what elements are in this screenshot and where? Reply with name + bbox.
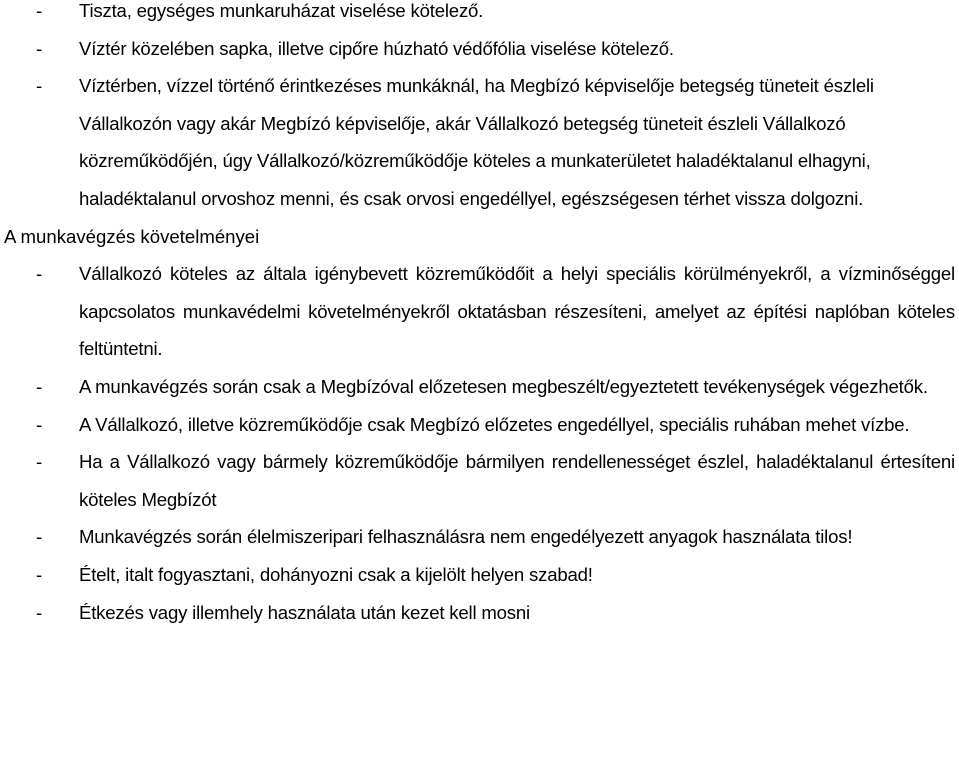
bullet-dash: -	[36, 563, 42, 585]
list-item-text: Víztérben, vízzel történő érintkezéses munkáknál, ha Megbízó képviselője betegség tüneteit észleli Vállalkozón vagy akár Megbízó képviselője, akár Vállalkozó betegség tüneteit észleli Vállalkozó közreműködőjén, úgy Vállalkozó/közreműködője köteles a munkaterületet haladéktalanul elhagyni, haladéktalanul orvoshoz menni, és csak orvosi engedéllyel, egészségesen térhet vissza dolgozni.	[79, 75, 874, 209]
bullet-dash: -	[36, 451, 42, 473]
list-item	[0, 556, 959, 594]
list-item-text: Munkavégzés során élelmiszeripari felhasználásra nem engedélyezett anyagok használata tilos!	[79, 526, 853, 548]
list-item-text: Étkezés vagy illemhely használata után kezet kell mosni	[79, 601, 530, 623]
bullet-dash: -	[36, 37, 42, 59]
list-item	[0, 406, 959, 444]
list-item	[0, 0, 959, 30]
list-item-text: Vállalkozó köteles az általa igénybevett közreműködőit a helyi speciális körülményekről, a vízminőséggel kapcsolatos munkavédelmi követelményekről oktatásban részesíteni, amelyet az építési naplóban köteles feltüntetni.	[79, 263, 955, 360]
list-item-text: Ételt, italt fogyasztani, dohányozni csak a kijelölt helyen szabad!	[79, 563, 593, 585]
bullet-dash: -	[36, 0, 42, 21]
list-item	[0, 255, 959, 368]
bullet-dash: -	[36, 413, 42, 435]
list-item-text: A munkavégzés során csak a Megbízóval előzetesen megbeszélt/egyeztetett tevékenységek végezhetők.	[79, 375, 928, 397]
bullet-dash: -	[36, 375, 42, 397]
list-item-text: Víztér közelében sapka, illetve cipőre húzható védőfólia viselése kötelező.	[79, 37, 674, 59]
list-item-text: Tiszta, egységes munkaruházat viselése kötelező.	[79, 0, 484, 21]
list-item	[0, 67, 959, 217]
section-heading: A munkavégzés követelményei	[4, 225, 260, 247]
list-item-text: A Vállalkozó, illetve közreműködője csak Megbízó előzetes engedéllyel, speciális ruhában mehet vízbe.	[79, 413, 910, 435]
list-item-text: Ha a Vállalkozó vagy bármely közreműködője bármilyen rendellenességet észlel, haladéktalanul értesíteni köteles Megbízót	[79, 451, 955, 510]
list-item	[0, 443, 959, 518]
list-item	[0, 30, 959, 68]
bullet-dash: -	[36, 263, 42, 285]
bullet-dash: -	[36, 601, 42, 623]
bullet-dash: -	[36, 526, 42, 548]
list-item	[0, 518, 959, 556]
list-item	[0, 594, 959, 632]
list-item	[0, 368, 959, 406]
bullet-dash: -	[36, 75, 42, 97]
